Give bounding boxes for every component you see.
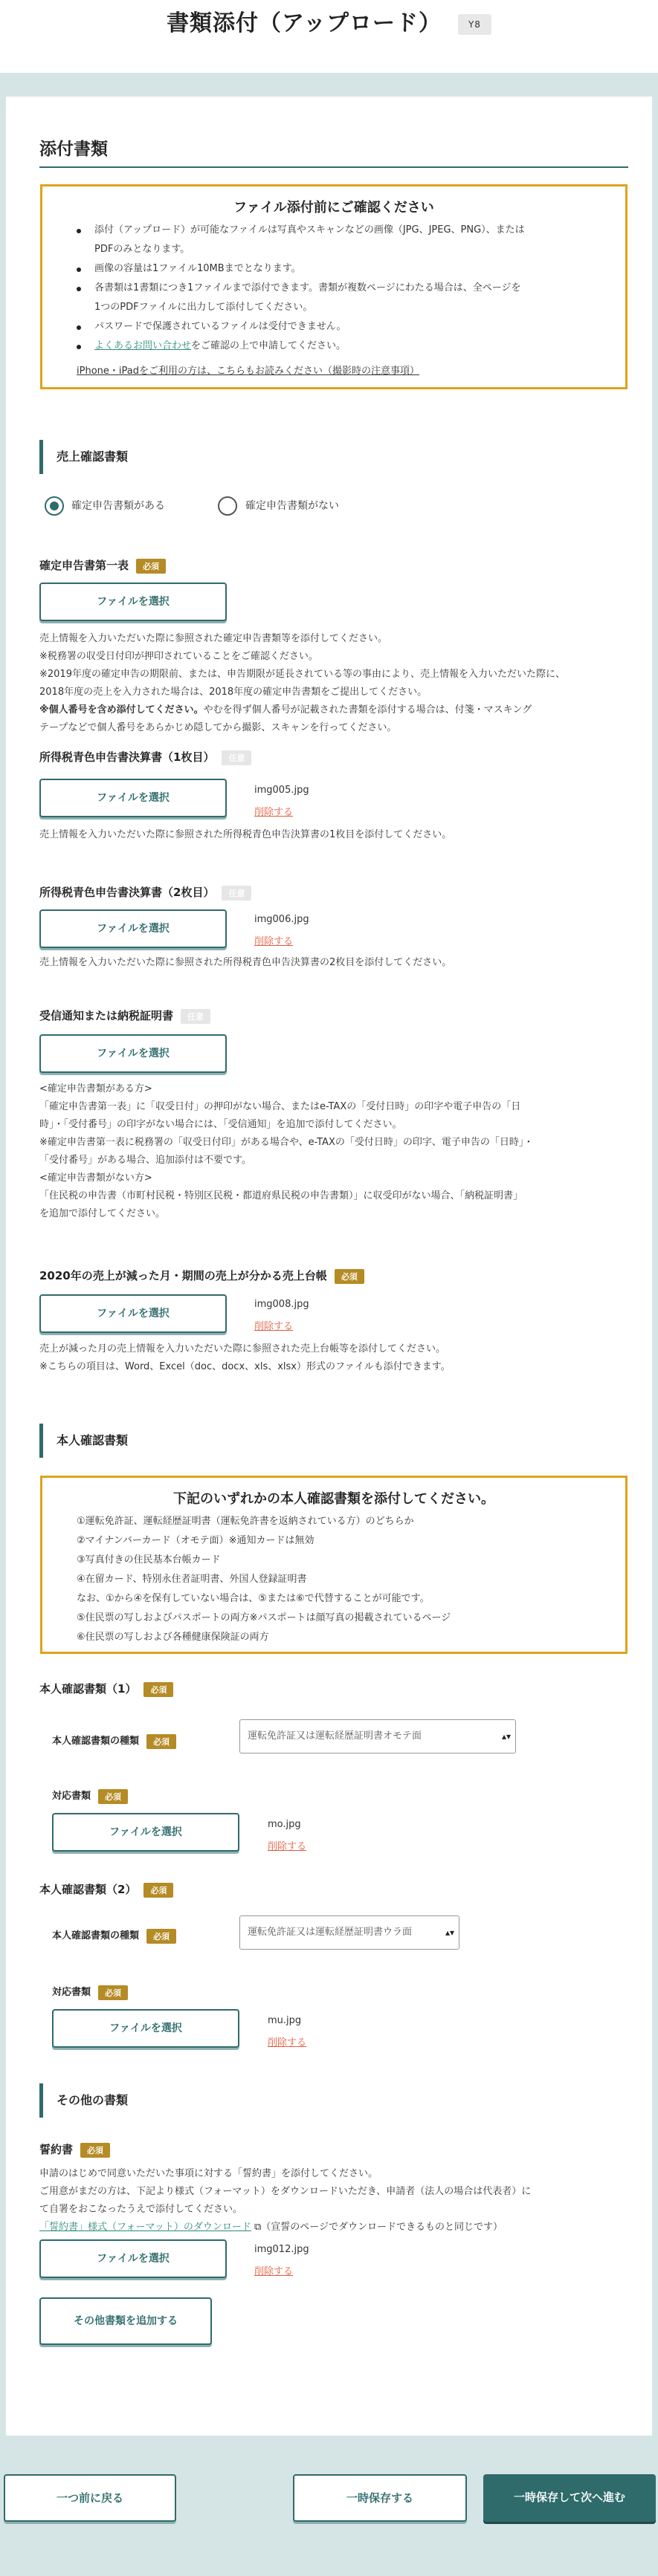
doc4-desc: 時」・「受付番号」の印字がない場合には、「受信通知」を追加で添付してください。 [39, 1119, 402, 1130]
oath-delete-link[interactable]: 削除する [254, 2266, 294, 2277]
notice-item: 画像の容量は1ファイル10MBまでとなります。 [94, 259, 301, 279]
select-arrow-icon: ▴▾ [445, 1927, 454, 1938]
select-arrow-icon: ▴▾ [501, 1731, 511, 1742]
id2-file-button[interactable]: ファイルを選択 [52, 2009, 239, 2048]
doc4-label: 受信通知または納税証明書 任意 [39, 1008, 210, 1024]
required-badge: 必須 [146, 1929, 176, 1944]
id1-delete-link[interactable]: 削除する [268, 1841, 307, 1852]
doc1-label: 確定申告書第一表 必須 [39, 557, 166, 574]
id1-type-select[interactable]: 運転免許証又は運転経歴証明書オモテ面 ▴▾ [239, 1719, 516, 1753]
id1-label: 本人確認書類（1） 必須 [39, 1681, 173, 1697]
optional-badge: 任意 [181, 1009, 210, 1024]
notice-title: ファイル添付前にご確認ください [233, 200, 434, 215]
doc2-file-button[interactable]: ファイルを選択 [39, 779, 227, 817]
notice-item-cont: PDFのみとなります。 [94, 244, 190, 255]
faq-link[interactable]: よくあるお問い合わせ [94, 340, 192, 351]
doc1-desc: テープなどで個人番号をあらかじめ隠してから撮影、スキャンを行ってください。 [39, 722, 397, 733]
oath-label: 誓約書 必須 [39, 2141, 110, 2158]
section-title-sales: 売上確認書類 [39, 440, 128, 474]
title-underline [39, 166, 628, 168]
identity-notice-box [40, 1476, 628, 1654]
temp-save-button[interactable]: 一時保存する [293, 2474, 467, 2522]
notice-item: 各書類は1書類につき1ファイルまで添付できます。書類が複数ページにわたる場合は、全ページを [94, 279, 520, 298]
doc4-desc: <確定申告書類がある方> [39, 1083, 152, 1094]
back-button[interactable]: 一つ前に戻る [4, 2474, 176, 2522]
doc2-file-name: img005.jpg [254, 785, 309, 796]
doc3-label: 所得税青色申告書決算書（2枚目） 任意 [39, 884, 251, 901]
section-title-identity: 本人確認書類 [39, 1424, 128, 1458]
doc1-file-button[interactable]: ファイルを選択 [39, 583, 227, 621]
oath-desc: 申請のはじめで同意いただいた事項に対する「誓約書」を添付してください。 [39, 2168, 378, 2179]
id2-delete-link[interactable]: 削除する [268, 2037, 307, 2048]
doc3-desc: 売上情報を入力いただいた際に参照された所得税青色申告決算書の2枚目を添付してください。 [39, 957, 452, 968]
notice-item: 添付（アップロード）が可能なファイルは写真やスキャンなどの画像（JPG、JPEG、PNG）、または [94, 221, 525, 240]
id2-label: 本人確認書類（2） 必須 [39, 1881, 173, 1898]
oath-download-link[interactable]: 「誓約書」様式（フォーマット）のダウンロード [39, 2222, 251, 2233]
external-link-icon: ⧉ [254, 2222, 262, 2233]
identity-notice-item: ②マイナンバーカード（オモテ面）※通知カードは無効 [77, 1535, 315, 1546]
oath-desc: て自署をおこなったうえで添付してください。 [39, 2204, 243, 2215]
doc1-desc: 売上情報を入力いただいた際に参照された確定申告書類等を添付してください。 [39, 633, 388, 644]
iphone-guide-link[interactable]: iPhone・iPadをご利用の方は、こちらもお読みください（撮影時の注意事項） [77, 366, 419, 377]
doc5-desc: ※こちらの項目は、Word、Excel（doc、docx、xls、xlsx）形式のファイルも添付できます。 [39, 1361, 451, 1372]
doc2-label: 所得税青色申告書決算書（1枚目） 任意 [39, 749, 251, 765]
id1-file-name: mo.jpg [268, 1819, 301, 1830]
doc3-delete-link[interactable]: 削除する [254, 936, 294, 947]
doc4-desc: <確定申告書類がない方> [39, 1172, 152, 1184]
id2-file-label: 対応書類 必須 [52, 1984, 128, 2000]
version-badge: Y8 [458, 14, 491, 35]
doc4-desc: 「住民税の申告書（市町村民税・特別区民税・都道府県民税の申告書類）」に収受印がない場合、「納税証明書」 [39, 1190, 523, 1201]
doc5-file-name: img008.jpg [254, 1299, 309, 1310]
identity-notice-item: ③写真付きの住民基本台帳カード [77, 1554, 221, 1566]
id2-type-select[interactable]: 運転免許証又は運転経歴証明書ウラ面 ▴▾ [239, 1915, 459, 1950]
doc4-desc: 「確定申告書第一表」に「収受日付」の押印がない場合、またはe-TAXの「受付日時」の印字や電子申告の「日 [39, 1101, 521, 1112]
radio-label-yes: 確定申告書類がある [71, 500, 165, 512]
notice-item-cont: 1つのPDFファイルに出力して添付してください。 [94, 302, 313, 313]
doc1-desc: ※2019年度の確定申告の期限前、または、申告期限が延長されている等の事由により、売上情報を入力いただいた際に、 [39, 669, 565, 680]
add-other-document-button[interactable]: その他書類を追加する [39, 2297, 212, 2345]
doc5-label: 2020年の売上が減った月・期間の売上が分かる売上台帳 必須 [39, 1268, 364, 1284]
identity-notice-item: なお、①から④を保有していない場合は、⑤または⑥で代替することが可能です。 [77, 1593, 430, 1604]
identity-notice-item: ⑤住民票の写しおよびパスポートの両方※パスポートは顔写真の掲載されているページ [77, 1612, 451, 1623]
doc1-desc: ※個人番号を含め添付してください。やむを得ず個人番号が記載された書類を添付する場合は、付箋・マスキング [39, 704, 532, 716]
main-card [6, 97, 652, 2436]
oath-download-line: 「誓約書」様式（フォーマット）のダウンロード ⧉（宣誓のページでダウンロードできるものと同じです） [39, 2222, 503, 2233]
radio-has-tax-docs[interactable] [45, 496, 64, 516]
doc1-desc: ※税務署の収受日付印が押印されていることをご確認ください。 [39, 651, 318, 662]
oath-file-name: img012.jpg [254, 2244, 309, 2255]
oath-desc: ご用意がまだの方は、下記より様式（フォーマット）をダウンロードいただき、申請者（法人の場合は代表者）に [39, 2186, 532, 2197]
identity-notice-item: ④在留カード、特別永住者証明書、外国人登録証明書 [77, 1574, 307, 1585]
save-and-next-button[interactable]: 一時保存して次へ進む [483, 2474, 656, 2522]
required-badge: 必須 [143, 1883, 173, 1898]
required-badge: 必須 [143, 1682, 173, 1697]
page-title: 書類添付（アップロード） Y8 [0, 4, 658, 37]
doc1-desc: 2018年度の売上を入力された場合は、2018年度の確定申告書類をご提出してください。 [39, 687, 428, 698]
id1-file-button[interactable]: ファイルを選択 [52, 1813, 239, 1852]
doc4-desc: 「受付番号」がある場合、追加添付は不要です。 [39, 1155, 251, 1166]
id2-type-label: 本人確認書類の種類 必須 [52, 1927, 176, 1944]
doc5-desc: 売上が減った月の売上情報を入力いただいた際に参照された売上台帳等を添付してください。 [39, 1343, 446, 1354]
doc2-desc: 売上情報を入力いただいた際に参照された所得税青色申告決算書の1枚目を添付してください。 [39, 829, 452, 840]
radio-no-tax-docs[interactable] [218, 496, 237, 516]
oath-file-button[interactable]: ファイルを選択 [39, 2239, 227, 2278]
required-badge: 必須 [98, 1985, 128, 2000]
doc3-file-name: img006.jpg [254, 914, 309, 925]
id2-file-name: mu.jpg [268, 2015, 302, 2026]
doc4-file-button[interactable]: ファイルを選択 [39, 1034, 227, 1073]
doc4-desc: ※確定申告書第一表に税務署の「収受日付印」がある場合や、e-TAXの「受付日時」の印字、電子申告の「日時」・ [39, 1137, 534, 1148]
id1-file-label: 対応書類 必須 [52, 1788, 128, 1804]
doc2-delete-link[interactable]: 削除する [254, 807, 294, 818]
notice-item: パスワードで保護されているファイルは受付できません。 [94, 317, 346, 337]
required-badge: 必須 [335, 1269, 364, 1284]
identity-notice-title: 下記のいずれかの本人確認書類を添付してください。 [173, 1491, 494, 1507]
id1-type-label: 本人確認書類の種類 必須 [52, 1733, 176, 1749]
doc5-delete-link[interactable]: 削除する [254, 1321, 294, 1332]
file-notice-box [40, 184, 628, 389]
doc4-desc: を追加で添付してください。 [39, 1208, 166, 1219]
page-header [0, 0, 658, 73]
section-title-attach: 添付書類 [39, 140, 108, 159]
required-badge: 必須 [80, 2143, 110, 2158]
optional-badge: 任意 [222, 886, 251, 901]
radio-label-no: 確定申告書類がない [245, 500, 339, 512]
doc3-file-button[interactable]: ファイルを選択 [39, 909, 227, 948]
required-badge: 必須 [136, 559, 166, 574]
optional-badge: 任意 [222, 750, 251, 765]
section-title-other: その他の書類 [39, 2083, 128, 2118]
doc5-file-button[interactable]: ファイルを選択 [39, 1294, 227, 1333]
identity-notice-item: ⑥住民票の写しおよび各種健康保険証の両方 [77, 1632, 269, 1643]
required-badge: 必須 [146, 1734, 176, 1749]
required-badge: 必須 [98, 1789, 128, 1804]
identity-notice-item: ①運転免許証、運転経歴証明書（運転免許書を返納されている方）のどちらか [77, 1516, 414, 1527]
notice-item: よくあるお問い合わせをご確認の上で申請してください。 [94, 337, 346, 356]
